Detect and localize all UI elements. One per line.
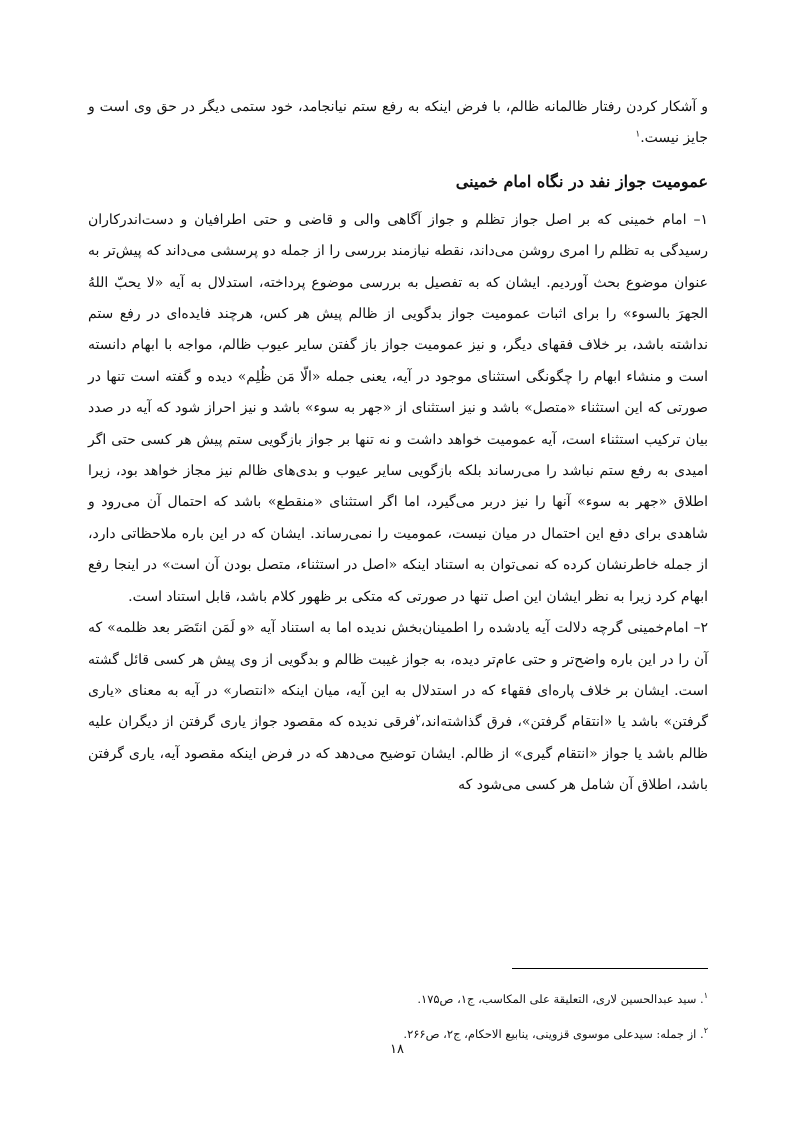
footnote-2-number: ۲ [703,1025,708,1035]
footnotes [88,980,708,1050]
page-number: ۱۸ [390,1042,404,1057]
footnote-1-number: ۱ [703,991,708,1000]
paragraph-1: ۱– امام خمینی که بر اصل جواز تظلم و جواز آگاهی والی و قاضی و حتی اطرافیان و دست‌اندرکاران رسیدگی به تظلم را امری روشن می‌داند، نقطه نیازمند بررسی را از جمله دو پرسشی می‌داند که پیش‌تر به عنوان موضوع بحث آوردیم. ایشان که به تفصیل به بررسی موضوع پرداخته، استدلال به آیه «لا یحبّ اللهُ الجهرَ بالسوء» را برای اثبات عمومیت جواز بدگویی از ظالم پیش هر کس، هرچند فایده‌ای در رفع ستم نداشته باشد، بر خلاف فقهای دیگر، و نیز عمومیت جواز باز گفتن سایر عیوب ظالم، مواجه با ابهام دانسته است و منشاء ابهام را چگونگی استثنای موجود در آیه، یعنی جمله «الّا مَن ظُلِم» دیده و گفته است تنها در صورتی که این استثناء «متصل» باشد و نیز استثنای از «جهر به سوء» باشد و نیز احراز شود که آیه در صدد بیان ترکیب استثناء است، آیه عمومیت خواهد داشت و نه تنها بر جواز بازگویی ستم پیش هر کسی حتی اگر امیدی به رفع ستم نباشد را می‌رساند بلکه بازگویی سایر عیوب و بدی‌های ظالم نیز مجاز خواهد بود، زیرا اطلاق «جهر به سوء» آنها را نیز دربر می‌گیرد، اما اگر استثنای «منقطع» باشد که احتمال آن می‌رود و شاهدی برای دفع این احتمال در میان نیست، عمومیت را نمی‌رساند. ایشان که در این باره ملاحظاتی دارد، از جمله خاطرنشان کرده که نمی‌توان به استناد اینکه «اصل در استثناء، متصل بودن آن است» در اینجا رفع ابهام کرد زیرا به نظر ایشان این اصل تنها در صورتی که متکی بر ظهور کلام باشد، قابل استناد است. [88,211,709,605]
footnote-1-text: . سید عبدالحسین لاری، التعلیقة علی المکاسب، ج۱، ص۱۷۵. [417,991,704,1006]
paragraph-2 [88,613,708,801]
document-body [88,92,708,802]
paragraph-2-text-b: فرقی ندیده که مقصود جواز یاری گرفتن از دیگران علیه ظالم باشد یا جواز «انتقام گیری» از ظالم. ایشان توضیح می‌دهد که در فرض اینکه مقصود آیه، یاری گرفتن باشد، اطلاق آن شامل هر کسی می‌شود که [88,714,708,794]
section-heading: عمومیت جواز نفد در نگاه امام خمینی [455,171,708,191]
footnote-ref-2[interactable]: ۲ [415,713,421,724]
footnote-2-text: . از جمله: سیدعلی موسوی قزوینی، ینابیع الاحکام، ج۲، ص۲۶۶. [403,1026,704,1041]
intro-paragraph [88,92,708,155]
footnote-separator [512,968,708,969]
intro-text: و آشکار کردن رفتار ظالمانه ظالم، با فرض اینکه به رفع ستم نیانجامد، خود ستمی دیگر در حق وی است و جایز نیست. [88,99,708,147]
footnote-ref-1[interactable]: ۱ [635,129,641,140]
paragraph-2-text-a: ۲– امام‌خمینی گرچه دلالت آیه یادشده را اطمینان‌بخش ندیده اما به استناد آیه «و لَمَن انتَصَر بعد ظلمه» که آن را در این باره واضح‌تر و حتی عام‌تر دیده، به جواز غیبت ظالم و بدگویی از وی پیش هر کسی قائل گشته است. ایشان بر خلاف پاره‌ای فقهاء که در استدلال به این آیه، میان اینکه «انتصار» در آیه به معنای «یاری گرفتن» باشد یا «انتقام گرفتن»، فرق گذاشته‌اند، [88,620,708,731]
footnote-1 [88,980,708,1015]
